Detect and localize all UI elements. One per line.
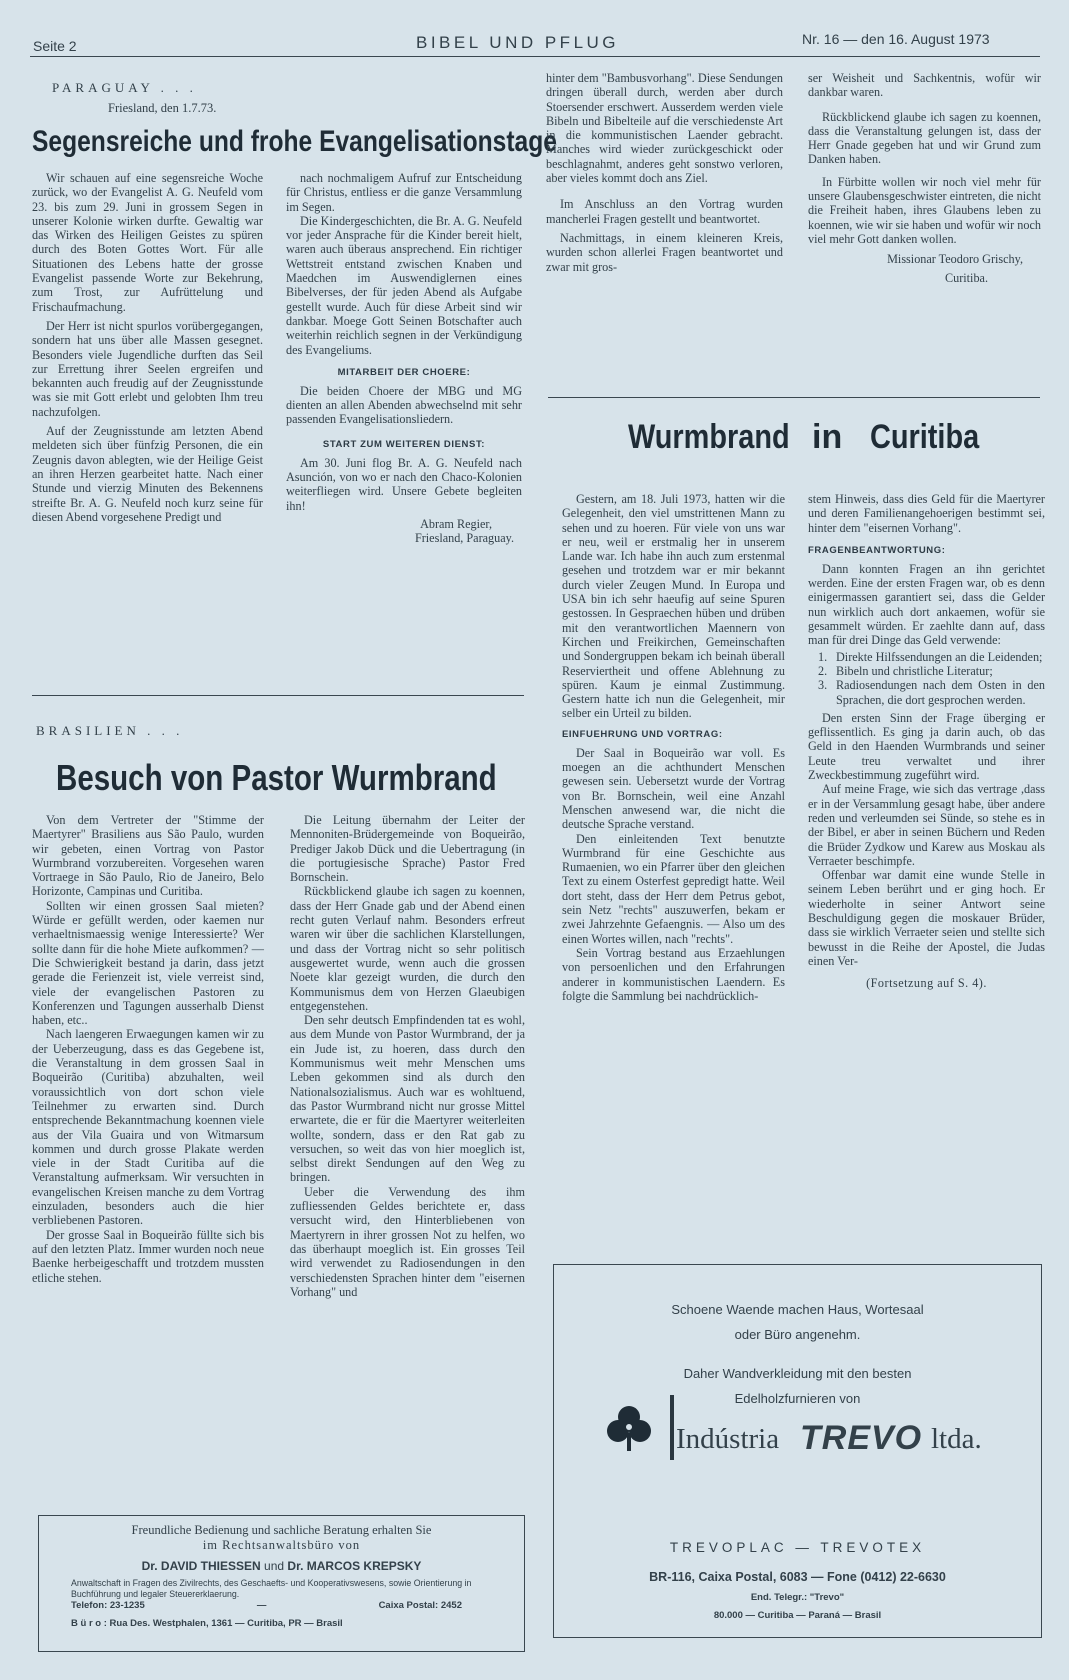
ad-phone: Telefon: 23-1235: [71, 1600, 145, 1611]
logo-bar: [670, 1395, 674, 1460]
issue-line: Nr. 16 — den 16. August 1973: [802, 31, 990, 47]
list-number: 2.: [818, 663, 828, 678]
headline-curitiba: [628, 418, 1048, 468]
lawyer-name: Dr. DAVID THIESSEN: [141, 1559, 261, 1573]
paragraph: Den einleitenden Text benutzte Wurmbrand für eine Geschichte aus Rumaenien, wo ein Pfarrer über den gleichen Text zu einem Osterfest gepredigt hatte. Weil dort steht, dass der Herr dem Petrus gebot, sein Netz "rechts" auszuwerfen, bekam er zwei Jahrzehnte Gefaengnis. — Also um des einen Wortes willen, nach "rechts".: [562, 831, 785, 946]
signature-place: Curitiba.: [945, 270, 988, 285]
header-rule: [30, 56, 1040, 57]
paragraph: Im Anschluss an den Vortrag wurden mancherlei Fragen gestellt und beantwortet.: [546, 197, 783, 226]
clover-icon: [604, 1403, 654, 1453]
ad-dash: —: [256, 1600, 267, 1611]
brand-trevo: TREVO: [800, 1419, 923, 1457]
paragraph: Von dem Vertreter der "Stimme der Maertyrer" Brasiliens aus São Paulo, wurden wir gebeten, einen Vortrag von Pastor Wurmbrand vorzubereiten. Vorgesehen waren Vortraege in São Paulo, Rio de Janeiro, Belo Horizonte, Campinas und Curitiba.: [32, 813, 264, 899]
headline-text: Besuch von Pastor Wurmbrand: [56, 757, 497, 798]
paragraph: Nach laengeren Erwaegungen kamen wir zu der Ueberzeugung, dass es das Gegebene ist, die Veranstaltung in dem grossen Saal in Boqueirão (Curitiba) abzuhalten, weil voraussichtlich von dort schon viele Teilnehmer zu erwarten sind. Durch entsprechende Bekanntmachung koennen viele aus der Vila Guaira und von Witmarsum kommen und durch grosse Plakate werden viele in der Stadt Curitiba auf die Veranstaltung aufmerksam. Wir versuchten in evangelischen Kreisen manche zu dem Vortrag einzuladen, besonders auch die hier verbliebenen Pastoren.: [32, 1027, 264, 1228]
paragraph: Auf der Zeugnisstunde am letzten Abend meldeten sich über fünfzig Personen, die ein Zeugnis davon ablegten, wie der Heilige Geist an ihren Herzen gearbeitet hatte. Nach einer Stunde und vierzig Minuten des Bekennens streifte Br. A. G. Neufeld noch kurz seine für diesen Abend vorgesehene Predigt und: [32, 424, 263, 524]
ad-products: TREVOPLAC — TREVOTEX: [669, 1540, 926, 1555]
headline-word: Wurmbrand: [628, 418, 790, 456]
page-number: Seite 2: [33, 38, 77, 54]
trevo-logo: [604, 1385, 1004, 1465]
list-item: [808, 650, 1045, 664]
paraguay-column-1: [32, 171, 263, 524]
headline-word: in: [812, 418, 843, 456]
paragraph: stem Hinweis, dass dies Geld für die Maertyrer und deren Familienangehoerigen bestimmt sei, hinter dem "eisernen Vorhang".: [808, 492, 1045, 535]
paragraph: Nachmittags, in einem kleineren Kreis, wurden schon allerlei Fragen beantwortet und zwar mit gros-: [546, 230, 783, 274]
paragraph: nach nochmaligem Aufruf zur Entscheidung für Christus, entliess er die ganze Versammlung im Segen.: [286, 171, 522, 214]
headline-word: Curitiba: [870, 418, 980, 456]
trevo-advertisement: [553, 1264, 1042, 1638]
paragraph: Die Kindergeschichten, die Br. A. G. Neufeld vor jeder Ansprache für die Kinder bereit hielt, waren auch überaus ansprechend. Ein richtiger Wettstreit entstand zwischen Knaben und Maedchen im Auswendiglernen eines Bibelverses, der für jeden Abend als Aufgabe gestellt wurde. Auch für diese Arbeit sind wir dankbar. Moege Gott Seinen Botschafter auch weiterhin reichlich segnen in der Verkündigung des Evangeliums.: [286, 213, 522, 357]
subheading: FRAGENBEANTWORTUNG:: [808, 544, 946, 556]
ad-line: im Rechtsanwaltsbüro von: [202, 1538, 361, 1552]
continued-note: (Fortsetzung auf S. 4).: [866, 976, 987, 991]
paragraph: ser Weisheit und Sachkentnis, wofür wir dankbar waren.: [808, 71, 1041, 100]
list-number: 3.: [818, 678, 828, 693]
uses-list: [808, 650, 1045, 707]
section-rule-right: [548, 397, 1040, 398]
list-item: [808, 664, 1045, 678]
paragraph: Der grosse Saal in Boqueirão füllte sich bis auf den letzten Platz. Immer wurden noch neue Baenke herbeigeschafft und trotzdem mussten etliche stehen.: [32, 1227, 264, 1285]
paragraph: Ueber die Verwendung des ihm zufliessenden Geldes berichtete er, dass versucht wird, den Hinterbliebenen von Maertyrern in ihrer grossen Not zu helfen, wo das überhaupt moeglich ist. Ein grosses Teil wird verwendet zu Radiosendungen in den verschiedensten Sprachen hinter dem "eisernen Vorhang" und: [290, 1184, 525, 1299]
paragraph: Die Leitung übernahm der Leiter der Mennoniten-Brüdergemeinde von Boqueirão, Prediger Jakob Dück und die Uebertragung (in die portugiesische Sprache) Pastor Fred Bornschein.: [290, 813, 525, 885]
subheading: MITARBEIT DER CHOERE:: [337, 366, 471, 378]
section-rule-left: [32, 695, 524, 696]
paragraph: Dann konnten Fragen an ihn gerichtet werden. Eine der ersten Fragen war, ob es denn einigermassen garantiert sei, dass die Gelder nun wirklich auch dort ankaemen, wofür sie gesammelt würden. Er zaehlte dann auf, dass man für drei Dinge das Geld verwende:: [808, 561, 1045, 648]
ad-telegram: End. Telegr.: "Trevo": [750, 1592, 845, 1603]
masthead-title: BIBEL UND PFLUG: [416, 33, 620, 52]
section-label-paraguay: PARAGUAY . . .: [52, 80, 197, 95]
list-number: 1.: [818, 649, 828, 664]
list-text: Bibeln und christliche Literatur;: [836, 663, 993, 678]
ad-line: Schoene Waende machen Haus, Wortesaal: [671, 1302, 924, 1317]
list-text: Radiosendungen nach dem Osten in den Sprachen, die dort gesprochen werden.: [836, 678, 1045, 707]
dateline: Friesland, den 1.7.73.: [108, 101, 217, 115]
ad-lawyer-names: [39, 1559, 524, 1573]
name-join: und: [260, 1559, 288, 1573]
paragraph: Die beiden Choere der MBG und MG dienten an allen Abenden abwechselnd mit sehr passenden Evangelisationsliedern.: [286, 383, 522, 427]
brasilien-column-2: [290, 813, 525, 1299]
curitiba-column-2: [808, 492, 1045, 991]
paragraph: Gestern, am 18. Juli 1973, hatten wir die Gelegenheit, den viel umstrittenen Mann zu sehen und zu hoeren. Für viele von uns war er neu, weil er erstmalig her in unserem Lande war. Ich habe ihn auch zum erstenmal gesehen und trotzdem war er mir bekannt durch vieler Zeugen Mund. In Europa und USA bin ich sehr haeufig auf seine Spuren gestossen. In Gespraechen hüben und drüben mit den verantwortlichen Maennern von Kirchen und Freikirchen, Gemeinschaften und Sondergruppen bekam ich beinah überall Reserviertheit und offene Ablehnung zu spüren. Kaum je einmal Zustimmung. Gestern hatte ich nun die Gelegenheit, mir selber ein Urteil zu bilden.: [562, 492, 785, 721]
headline-brasilien: [56, 757, 536, 799]
ad-contact: BR-116, Caixa Postal, 6083 — Fone (0412) 22-6630: [649, 1570, 946, 1584]
ad-caixa: Caixa Postal: 2452: [378, 1600, 462, 1611]
lawyer-advertisement: [38, 1515, 525, 1652]
paragraph: Sollten wir einen grossen Saal mieten? Würde er gefüllt werden, oder kaemen nur verhaeltnismaessig wenige Interessierte? Wer sollte dann für die hohe Miete aufkommen? — Die Schwierigkeit bestand ja darin, dass jetzt gerade die Ferienzeit ist, viele verreist sind, viele der evangelischen Pastoren zu Konferenzen und Tagungen ausserhalb Dienst haben, etc..: [32, 898, 264, 1028]
paragraph: Wir schauen auf eine segensreiche Woche zurück, wo der Evangelist A. G. Neufeld vom 23. bis zum 29. Juni in grossem Segen in unserer Kolonie wirken durfte. Gewaltig war das Wirken des Heiligen Geistes zu spüren durch des Boten Gottes Wort. Für alle Situationen des Lebens hatte der grosse Evangelist passende Worte zur Bekehrung, zum Trost, zur Aufrüttelung und Frischaufmachung.: [32, 171, 263, 314]
list-item: [808, 678, 1045, 707]
headline-text: Segensreiche und frohe Evangelisationstage: [32, 125, 557, 158]
paragraph: Der Herr ist nicht spurlos vorübergegangen, sondern hat uns über alle Massen gesegnet. Besonders viele Jugendliche durften das Seil zur Errettung ihrer Seelen ergreifen und bekannten auch freudig auf der Zeugnisstunde was sie mit Gott erlebt und gelobten Ihm treu nachzufolgen.: [32, 318, 263, 419]
paragraph: Sein Vortrag bestand aus Erzaehlungen von persoenlichen und den Erfahrungen anderer in kommunistischen Laendern. Es folgte die Sammlung bei nachdrücklich-: [562, 945, 785, 1003]
paragraph: Den sehr deutsch Empfindenden tat es wohl, aus dem Munde von Pastor Wurmbrand, der ja ein Jude ist, zu hoeren, dass durch den Kommunismus weit mehr Menschen ums Leben gekommen sind als durch den Nationalsozialismus. Auch war es wohltuend, das Pastor Wurmbrand nicht nur grosse Mittel erwartete, die er für die Maertyrer weiterleiten wollte, sondern, dass er den Rat gab zu versuchen, so weit das von hier moeglich ist, selbst direkt Sendungen auf den Weg zu bringen.: [290, 1013, 525, 1185]
signature-name: Abram Regier,: [420, 516, 492, 531]
brand-ltda: ltda.: [931, 1423, 982, 1455]
paragraph: Offenbar war damit eine wunde Stelle in seinem Leben berührt und er ging hoch. Er wiederholte in seiner Antwort seine Beschuldigung gegen die moskauer Brüder, dass sie wirklich Verraeter seien und stellte sich bewusst in die Reihe der Apostel, die Judas einen Ver-: [808, 868, 1045, 968]
paragraph: Auf meine Frage, wie sich das vertrage ,dass er in der Versammlung gesagt habe, über andere reden und verleumden sei Sünde, so stehe es in der Bibel, er aber in seinen Büchern und Reden die Brüder Zydkow und Karew aus Moskau als Verraeter beschimpfe.: [808, 782, 1045, 868]
paragraph: hinter dem "Bambusvorhang". Diese Sendungen dringen überall durch, werden aber durch Stoersender erschwert. Ausserdem werden viele Bibeln und Bibelteile auf die verschiedenste Art in die kommunistischen Laender gebracht. Manches wird wieder zurückgeschickt oder beschlagnahmt, anderes geht sonstwo verloren, aber vieles kommt doch ans Ziel.: [546, 71, 783, 186]
ad-line: Freundliche Bedienung und sachliche Beratung erhalten Sie: [131, 1523, 432, 1537]
continuation-column-3: [546, 71, 783, 274]
paragraph: In Fürbitte wollen wir noch viel mehr für unsere Glaubensgeschwister eintreten, die nicht die Freiheit haben, ihres Glaubens leben zu koennen, wie wir sie haben und wofür wir noch viel mehr Gott danken wollen.: [808, 174, 1041, 246]
paraguay-column-2: [286, 171, 522, 546]
brasilien-column-1: [32, 813, 264, 1285]
lawyer-name: Dr. MARCOS KREPSKY: [287, 1559, 422, 1573]
paragraph: Rückblickend glaube ich sagen zu koennen, dass der Herr Gnade gab und der Abend einen recht guten Verlauf nahm. Besonders erfreut waren wir über die sachlichen Klarstellungen, und dass der Vortrag nicht so sehr politisch ausgewertet wurde, wenn auch die grossen Noete klar gezeigt wurden, die durch den Kommunismus dem von Herzen Glaeubigen entgegenstehen.: [290, 884, 525, 1013]
ad-address: B ü r o : Rua Des. Westphalen, 1361 — Curitiba, PR — Brasil: [71, 1618, 343, 1629]
section-label-brasilien: BRASILIEN . . .: [36, 723, 184, 738]
continuation-column-4: [808, 71, 1041, 285]
headline-paraguay: [32, 125, 592, 159]
paragraph: Der Saal in Boqueirão war voll. Es moegen an die achthundert Menschen gewesen sein. Uebersetzt wurde der Vortrag von Br. Bornschein, weil eine Anzahl Menschen anwesend war, die nicht die deutsche Sprache verstand.: [562, 745, 785, 832]
ad-line: oder Büro angenehm.: [734, 1327, 861, 1342]
paragraph: Den ersten Sinn der Frage überging er geflissentlich. Es ging ja darin auch, ob das Geld in den Haenden Wurmbrands und seiner Leute treu verwaltet und ihrer Zweckbestimmung zugeführt wird.: [808, 710, 1045, 783]
paragraph: Am 30. Juni flog Br. A. G. Neufeld nach Asunción, von wo er nach den Chaco-Kolonien weiterfliegen wird. Unsere Gebete begleiten ihn!: [286, 455, 522, 513]
signature-name: Missionar Teodoro Grischy,: [887, 252, 1023, 267]
paragraph: Rückblickend glaube ich sagen zu koennen, dass die Veranstaltung gelungen ist, dass der Herr Gnade gegeben hat und wir Grund zum Danken haben.: [808, 109, 1041, 167]
subheading: START ZUM WEITEREN DIENST:: [322, 438, 486, 450]
brand-industria: Indústria: [676, 1423, 780, 1455]
curitiba-column-1: [562, 492, 785, 1003]
list-text: Direkte Hilfssendungen an die Leidenden;: [836, 649, 1043, 664]
ad-description: Anwaltschaft in Fragen des Zivilrechts, des Geschaefts- und Kooperativswesens, sowie Orientierung in Buchführung und legaler Steuererklaerung.: [71, 1578, 472, 1599]
ad-line: Daher Wandverkleidung mit den besten: [683, 1366, 912, 1381]
ad-line: Edelholzfurnieren von: [734, 1391, 861, 1406]
signature-place: Friesland, Paraguay.: [414, 531, 514, 546]
ad-city: 80.000 — Curitiba — Paraná — Brasil: [713, 1610, 882, 1621]
ad-phone-row: [71, 1600, 492, 1611]
subheading: EINFUEHRUNG UND VORTRAG:: [562, 728, 723, 740]
